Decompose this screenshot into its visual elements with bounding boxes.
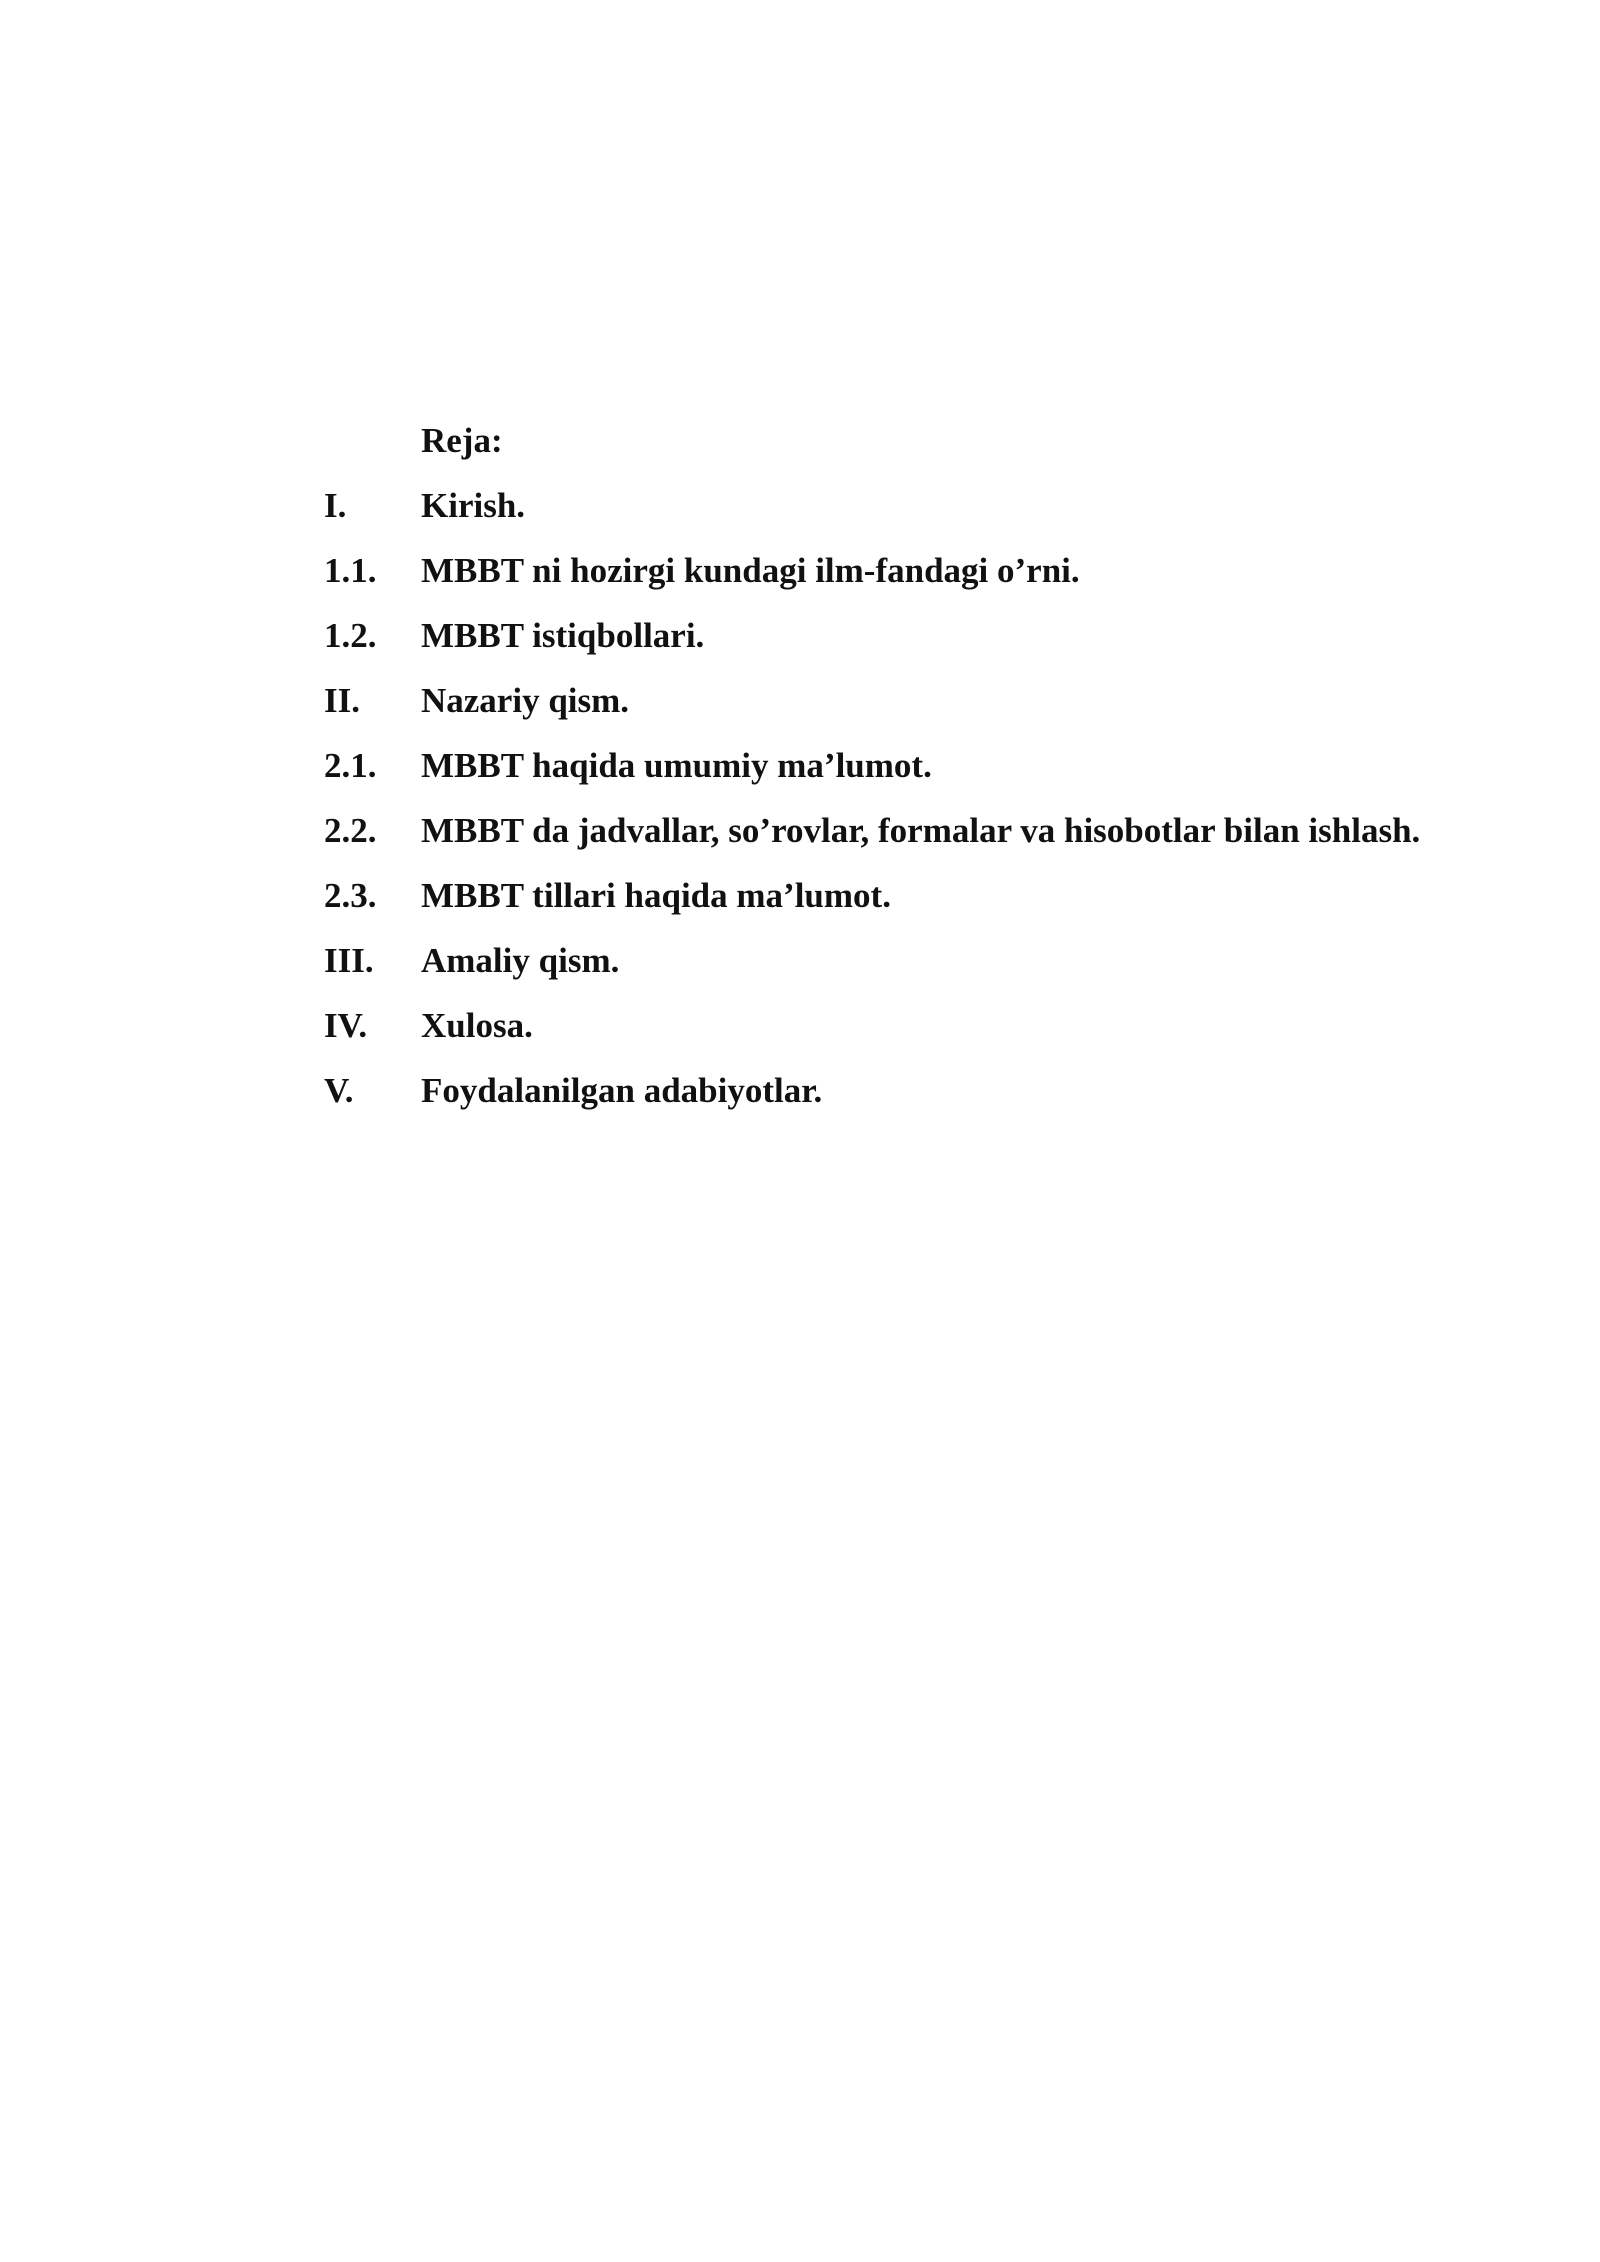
plan-item-text: Xulosa. xyxy=(421,1006,533,1045)
plan-item-text: MBBT istiqbollari. xyxy=(421,616,705,655)
plan-item-4 xyxy=(324,668,1486,733)
plan-item-2 xyxy=(324,538,1486,603)
plan-item-number: III. xyxy=(324,941,374,980)
plan-item-7 xyxy=(324,863,1486,928)
plan-item-number: II. xyxy=(324,681,360,720)
plan-item-text: MBBT haqida umumiy ma’lumot. xyxy=(421,746,932,785)
plan-title: Reja: xyxy=(421,421,503,460)
plan-item-number: IV. xyxy=(324,1006,368,1045)
plan-item-8 xyxy=(324,928,1486,993)
plan-item-number: 2.2. xyxy=(324,811,377,850)
plan-item-5 xyxy=(324,733,1486,798)
plan-item-text: MBBT da jadvallar, so’rovlar, formalar va hisobotlar bilan ishlash. xyxy=(421,811,1421,850)
plan-item-text: MBBT tillari haqida ma’lumot. xyxy=(421,876,891,915)
plan-item-number: 1.2. xyxy=(324,616,377,655)
plan-item-number: 2.3. xyxy=(324,876,377,915)
plan-item-number: 1.1. xyxy=(324,551,377,590)
plan-item-1 xyxy=(324,473,1486,538)
plan-item-number: V. xyxy=(324,1071,354,1110)
plan-item-number: 2.1. xyxy=(324,746,377,785)
plan-item-10 xyxy=(324,1058,1486,1123)
plan-item-3 xyxy=(324,603,1486,668)
plan-item-6 xyxy=(324,798,1486,863)
plan-item-text: Nazariy qism. xyxy=(421,681,630,720)
plan-item-text: MBBT ni hozirgi kundagi ilm-fandagi o’rni. xyxy=(421,551,1080,590)
plan-outline xyxy=(324,408,1486,1123)
plan-item-9 xyxy=(324,993,1486,1058)
plan-item-text: Foydalanilgan adabiyotlar. xyxy=(421,1071,823,1110)
plan-item-text: Amaliy qism. xyxy=(421,941,620,980)
plan-item-text: Kirish. xyxy=(421,486,526,525)
plan-item-number: I. xyxy=(324,486,347,525)
